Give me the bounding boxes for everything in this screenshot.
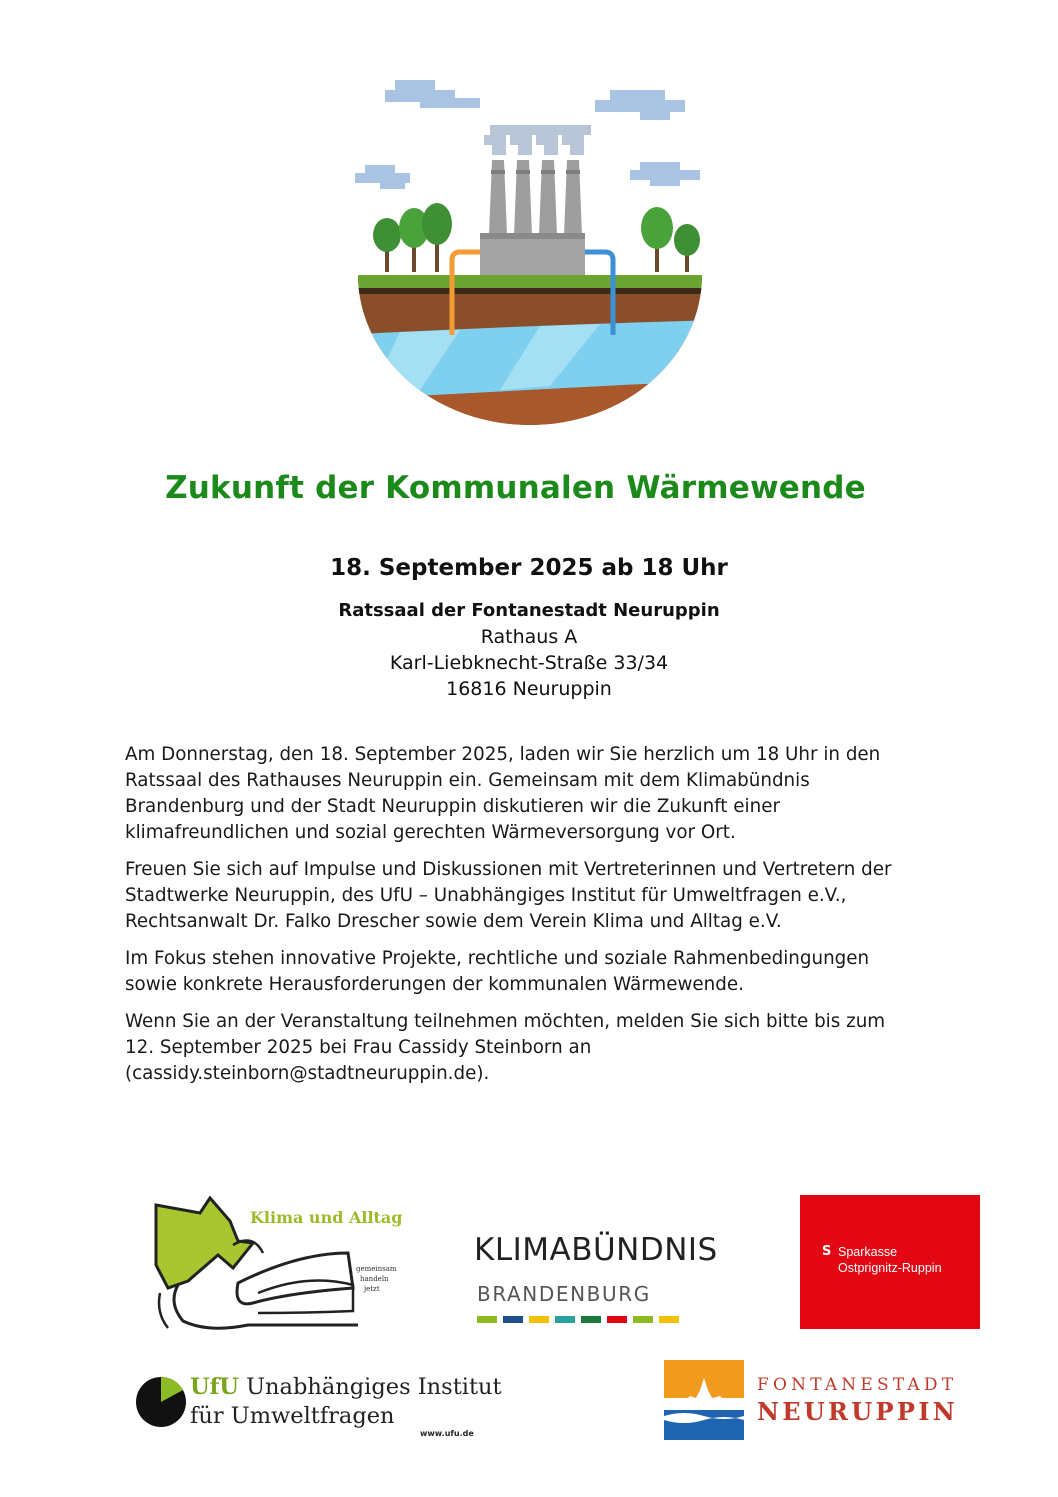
klimabuendnis-color-bar (477, 1316, 679, 1323)
color-swatch (607, 1316, 627, 1323)
sparkasse-s-icon: S (822, 1244, 832, 1259)
text-line: Freuen Sie sich auf Impulse und Diskussionen mit Vertreterinnen und Vertretern der (125, 859, 892, 880)
smoke (484, 125, 591, 155)
venue-building: Rathaus A (480, 626, 578, 648)
text-line: Stadtwerke Neuruppin, des UfU – Unabhängiges Institut für Umweltfragen e.V., (125, 885, 847, 906)
color-swatch (659, 1316, 679, 1323)
event-date: 18. September 2025 ab 18 Uhr (330, 555, 728, 581)
klimabuendnis-title: KLIMABÜNDNIS (474, 1232, 718, 1268)
event-venue (0, 598, 1058, 702)
ufu-logo (135, 1372, 505, 1442)
klima-und-alltag-logo (138, 1193, 438, 1335)
paragraph-invitation (125, 742, 955, 846)
color-swatch (581, 1316, 601, 1323)
klima-name: Klima und Alltag (250, 1208, 403, 1227)
klimabuendnis-logo (474, 1232, 764, 1332)
sparkasse-name (838, 1244, 942, 1276)
body-text (125, 742, 955, 1098)
klima-tagline-1: gemeinsam (356, 1265, 397, 1273)
ufu-url: www.ufu.de (420, 1429, 474, 1438)
text-line: Rechtsanwalt Dr. Falko Drescher sowie dem Verein Klima und Alltag e.V. (125, 911, 782, 932)
fontanestadt-line2: NEURUPPIN (757, 1397, 958, 1426)
plant-building (480, 233, 585, 275)
ufu-line1-rest: Unabhängiges Institut (246, 1374, 502, 1400)
text-line: (cassidy.steinborn@stadtneuruppin.de). (125, 1063, 490, 1084)
text-line: sowie konkrete Herausforderungen der kommunalen Wärmewende. (125, 974, 744, 995)
ground-cross-section (340, 270, 720, 430)
venue-city: 16816 Neuruppin (446, 678, 612, 700)
color-swatch (529, 1316, 549, 1323)
text-line: klimafreundlichen und sozial gerechten Wärmeversorgung vor Ort. (125, 822, 736, 843)
sparkasse-line2: Ostprignitz-Ruppin (838, 1261, 942, 1275)
color-swatch (555, 1316, 575, 1323)
power-plant-illustration (340, 70, 720, 430)
klima-tagline-3: jetzt (364, 1285, 380, 1293)
text-line: 12. September 2025 bei Frau Cassidy Steinborn an (125, 1037, 592, 1058)
venue-street: Karl-Liebknecht-Straße 33/34 (389, 652, 669, 674)
venue-name: Ratssaal der Fontanestadt Neuruppin (338, 600, 720, 621)
ufu-line1 (190, 1374, 502, 1400)
paragraph-focus (125, 946, 955, 998)
fontanestadt-emblem-icon (664, 1360, 744, 1440)
page-title: Zukunft der Kommunalen Wärmewende (165, 470, 866, 506)
klima-tagline-2: handeln (360, 1275, 389, 1283)
sparkasse-line1: Sparkasse (838, 1245, 898, 1259)
text-line: Wenn Sie an der Veranstaltung teilnehmen möchten, melden Sie sich bitte bis zum (125, 1011, 886, 1032)
fontanestadt-logo (664, 1360, 984, 1440)
text-line: Im Fokus stehen innovative Projekte, rechtliche und soziale Rahmenbedingungen (125, 948, 870, 969)
text-line: Ratssaal des Rathauses Neuruppin ein. Gemeinsam mit dem Klimabündnis (125, 770, 810, 791)
paragraph-speakers (125, 857, 955, 935)
ufu-line2: für Umweltfragen (190, 1403, 395, 1429)
color-swatch (503, 1316, 523, 1323)
klimabuendnis-subtitle: BRANDENBURG (477, 1282, 651, 1306)
color-swatch (633, 1316, 653, 1323)
ufu-abbr: UfU (190, 1374, 239, 1400)
color-swatch (477, 1316, 497, 1323)
ufu-pie-icon (135, 1374, 187, 1430)
text-line: Brandenburg und der Stadt Neuruppin diskutieren wir die Zukunft einer (125, 796, 780, 817)
paragraph-registration (125, 1009, 955, 1087)
fontanestadt-line1: FONTANESTADT (757, 1375, 958, 1395)
sparkasse-logo (800, 1195, 980, 1329)
text-line: Am Donnerstag, den 18. September 2025, laden wir Sie herzlich um 18 Uhr in den (125, 744, 881, 765)
